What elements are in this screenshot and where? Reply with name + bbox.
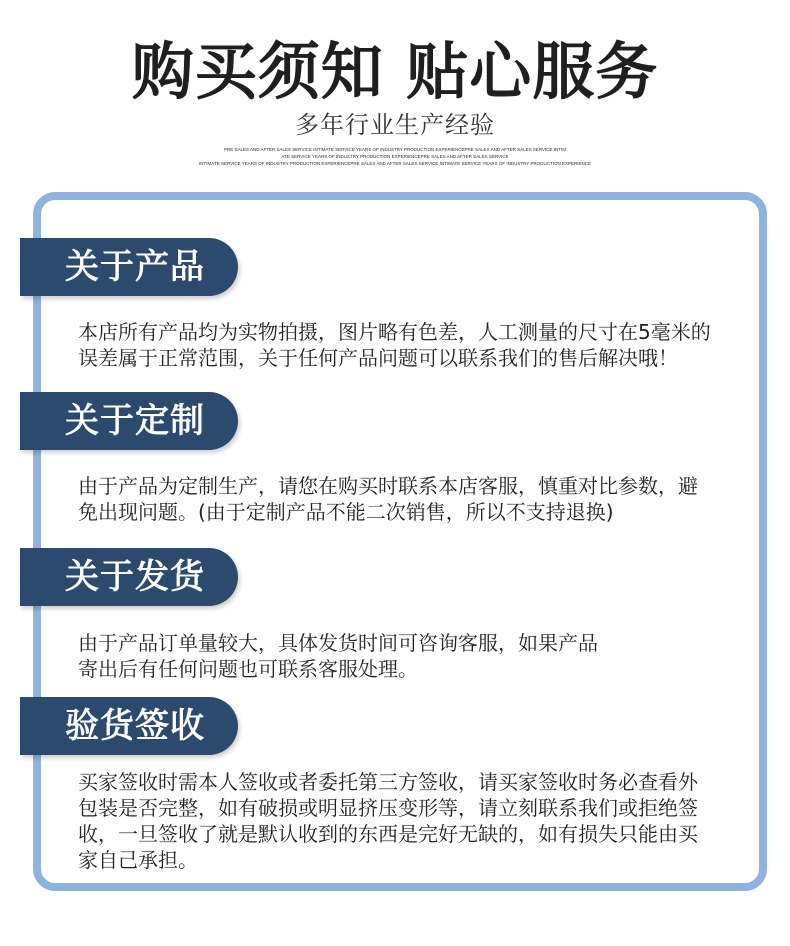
tagline-line: INTIMATE SERVICE YEARS OF INDUSTRY PRODUCTION EXPERIENCEPRE SALES AND AFTER SALES SERVICE INTIMATE SERVICE YEARS OF INDUSTRY PRODUCTION EXPERIENCE <box>199 161 591 166</box>
section-tab-product: 关于产品 <box>20 238 238 296</box>
text-line: 收，一旦签收了就是默认收到的东西是完好无缺的，如有损失只能由买 <box>78 822 698 846</box>
text-line: 寄出后有任何问题也可联系客服处理。 <box>78 657 418 681</box>
text-line: 包装是否完整，如有破损或明显挤压变形等，请立刻联系我们或拒绝签 <box>78 796 698 820</box>
page-subtitle: 多年行业生产经验 <box>295 111 495 139</box>
text-line: 本店所有产品均为实物拍摄，图片略有色差，人工测量的尺寸在5毫米的 <box>78 320 711 344</box>
text-line: 误差属于正常范围，关于任何产品问题可以联系我们的售后解决哦！ <box>78 346 678 370</box>
section-tab-receipt: 验货签收 <box>20 697 238 755</box>
section-text-shipping <box>78 630 598 682</box>
text-line: 免出现问题。(由于定制产品不能二次销售，所以不支持退换) <box>78 500 614 524</box>
section-tab-custom: 关于定制 <box>20 392 238 450</box>
text-line: 由于产品为定制生产，请您在购买时联系本店客服，慎重对比参数，避 <box>78 474 698 498</box>
page-title: 购买须知 贴心服务 <box>131 35 659 108</box>
section-tab-shipping: 关于发货 <box>20 548 238 606</box>
section-text-custom <box>78 473 698 525</box>
section-text-receipt <box>78 769 698 873</box>
text-line: 家自己承担。 <box>78 848 198 872</box>
text-line: 由于产品订单量较大，具体发货时间可咨询客服，如果产品 <box>78 631 598 655</box>
tagline-line: ATE SERVICE YEARS OF INDUSTRY PRODUCTION EXPERIENCEPRE SALES AND AFTER SALES SERVICE <box>281 154 509 159</box>
tagline-line: PRE SALES AND AFTER SALES SERVICE INTIMATE SERVICE YEARS OF INDUSTRY PRODUCTION EXPERIENCEPRE SALES AND AFTER SALES SERVICE INTIM <box>223 147 567 152</box>
section-text-product <box>78 319 711 371</box>
english-tagline <box>145 146 645 167</box>
text-line: 买家签收时需本人签收或者委托第三方签收，请买家签收时务必查看外 <box>78 770 698 794</box>
